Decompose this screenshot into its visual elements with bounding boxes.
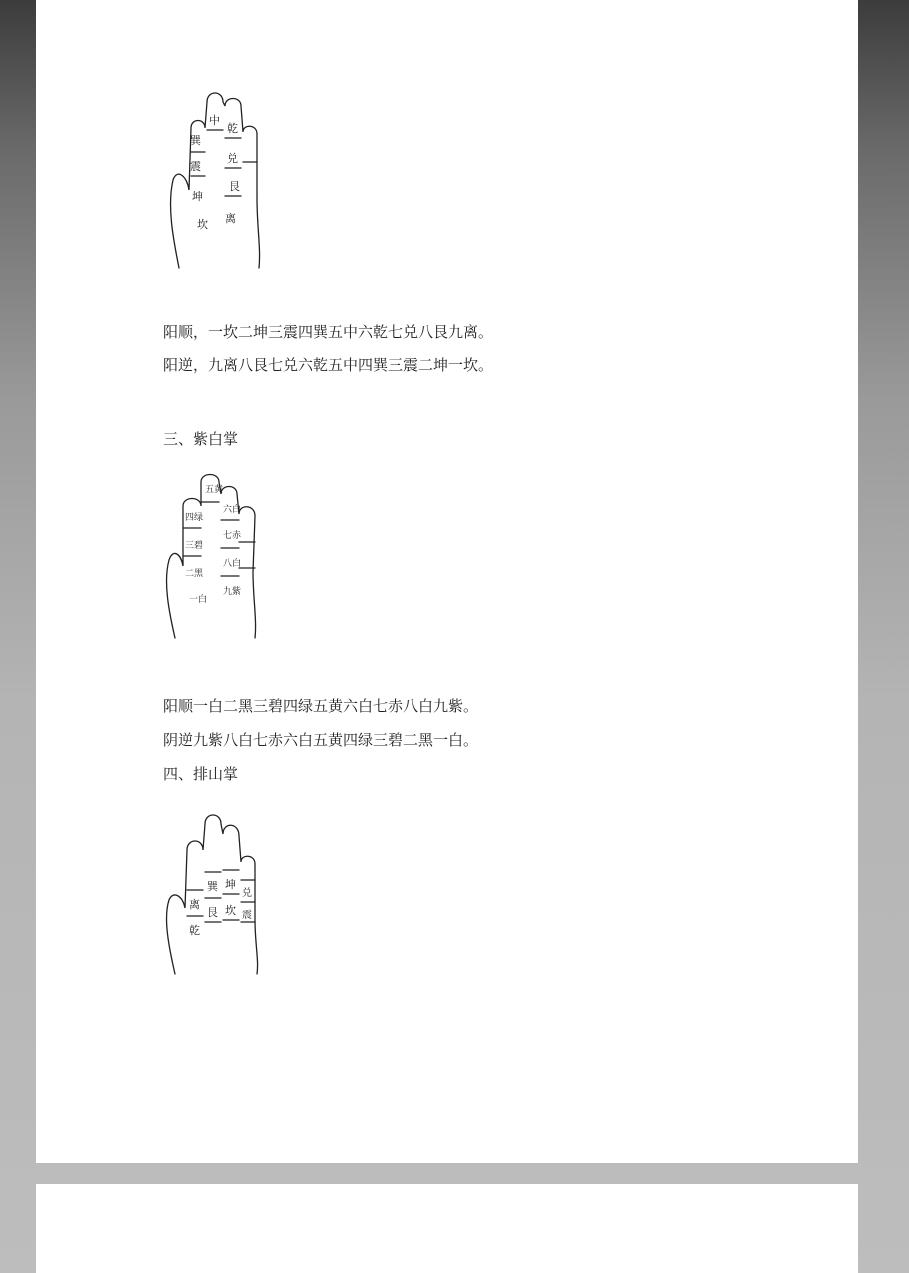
hand1-mark-xun: 巽 [190,134,201,147]
hand2-mark-jiuzi: 九紫 [223,587,242,597]
hand3-mark-xun: 巽 [207,880,218,893]
hand2-mark-sanbi: 三碧 [185,541,204,551]
hand1-mark-gen: 艮 [229,180,240,193]
section-heading-3: 三、紫白掌 [163,430,239,448]
hand3-mark-kan: 坎 [225,904,236,917]
palm-diagram-2 [163,472,267,642]
text-yang-ni-1: 阳逆，九离八艮七兑六乾五中四巽三震二坤一坎。 [163,356,494,374]
text-yang-shun-2: 阳顺一白二黑三碧四绿五黄六白七赤八白九紫。 [163,697,479,715]
hand3-mark-qian: 乾 [189,924,200,937]
hand2-mark-silv: 四绿 [185,513,204,523]
hand2-mark-babai: 八白 [223,559,242,569]
hand3-mark-dui: 兑 [242,888,252,899]
hand3-mark-kun: 坤 [225,878,236,891]
text-yin-ni-2: 阴逆九紫八白七赤六白五黄四绿三碧二黑一白。 [163,731,479,749]
hand2-mark-qichi: 七赤 [223,531,242,541]
hand2-mark-wuhuang: 五黄 [205,485,224,495]
hand1-mark-kan: 坎 [197,218,208,231]
palm-diagram-1 [163,88,283,272]
hand1-mark-kun: 坤 [192,190,203,203]
hand2-mark-liubai: 六白 [223,505,242,515]
hand2-mark-erhei: 二黑 [185,569,204,579]
hand2-mark-yibai: 一白 [189,595,208,605]
hand1-mark-dui: 兑 [227,152,238,165]
section-heading-4: 四、排山掌 [163,765,239,783]
document-page [36,0,858,1163]
text-yang-shun-1: 阳顺，一坎二坤三震四巽五中六乾七兑八艮九离。 [163,323,494,341]
hand3-mark-li: 离 [189,898,200,911]
hand1-mark-qian: 乾 [227,122,238,135]
hand3-mark-zhen: 震 [242,910,252,921]
palm-diagram-3 [163,810,267,980]
hand1-mark-li: 离 [225,212,236,225]
next-page [36,1184,858,1273]
hand1-mark-zhen: 震 [190,160,201,173]
hand3-mark-gen: 艮 [207,906,218,919]
hand1-mark-zhong: 中 [209,114,220,127]
